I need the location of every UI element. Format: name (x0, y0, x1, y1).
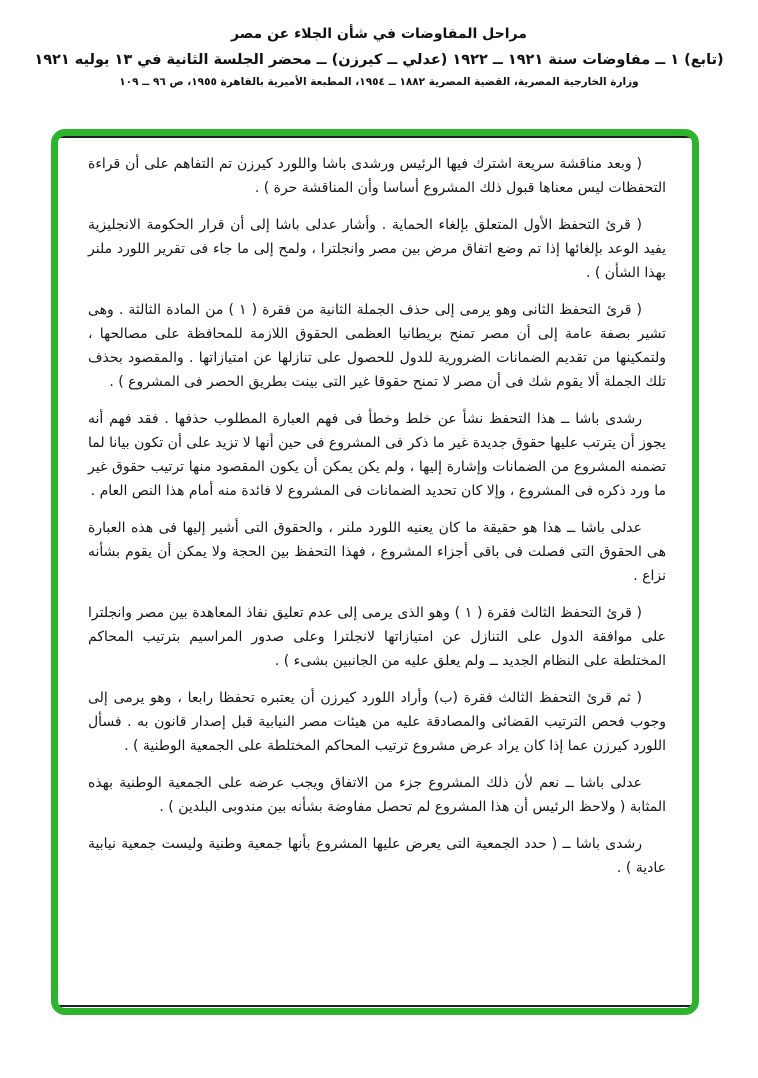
highlight-box (51, 129, 699, 1015)
paragraph: ( قرئ التحفظ الأول المتعلق بإلغاء الحماية . وأشار عدلى باشا إلى أن قرار الحكومة الانجليزية يفيد الوعد بإلغائها إذا تم وضع اتفاق مرض بين مصر وانجلترا ، ولمح إلى ما جاء فى تقرير اللورد ملنر بهذا الشأن ) . (88, 217, 666, 281)
paragraph: ( وبعد مناقشة سريعة اشترك فيها الرئيس ورشدى باشا واللورد كيرزن تم التفاهم على أن قراءة التحفظات ليس معناها قبول ذلك المشروع أساسا وأن المناقشة حرة ) . (88, 156, 666, 196)
body-text (58, 136, 692, 1008)
paragraph: ( قرئ التحفظ الثانى وهو يرمى إلى حذف الجملة الثانية من فقرة ( ١ ) من المادة الثالثة . وهى تشير بصفة عامة إلى أن مصر تمنح بريطانيا العظمى الحقوق اللازمة للمحافظة على مصالحها ، ولتمكينها من تقديم الضمانات الضرورية للدول للحصول على تنازلها عن امتيازاتها . والمقصود بحذف تلك الجملة ألا يقوم شك فى أن مصر لا تمنح حقوقا غير التى بينت بطريق الحصر فى المشروع ) . (88, 302, 666, 390)
paragraph: عدلى باشا ــ نعم لأن ذلك المشروع جزء من الاتفاق ويجب عرضه على الجمعية الوطنية بهذه المثابة ( ولاحظ الرئيس أن هذا المشروع لم تحصل مفاوضة بشأنه بين مندوبى البلدين ) . (88, 775, 666, 815)
paragraph: ( ثم قرئ التحفظ الثالث فقرة (ب) وأراد اللورد كيرزن أن يعتبره تحفظا رابعا ، وهو يرمى إلى وجوب فحص الترتيب القضائى والمصادقة عليه من هيئات مصر النيابية قبل إصدار قانون به . فسأل اللورد كيرزن عما إذا كان يراد عرض مشروع ترتيب المحاكم المختلطة على الجمعية الوطنية ) . (88, 690, 666, 754)
source-citation: وزارة الخارجية المصرية، القضية المصرية ١٨٨٢ ــ ١٩٥٤، المطبعة الأميرية بالقاهرة ١٩٥٥، ص ٩٦ ــ ١٠٩ (119, 76, 639, 88)
page-subtitle: (تابع) ١ ــ مفاوضات سنة ١٩٢١ ــ ١٩٢٢ (عدلي ــ كيرزن) ــ محضر الجلسة الثانية في ١٣ يوليه ١٩٢١ (34, 52, 724, 68)
paragraph: رشدى باشا ــ هذا التحفظ نشأ عن خلط وخطأ فى فهم العبارة المطلوب حذفها . فقد فهم أنه يجوز أن يترتب عليها حقوق جديدة غير ما ذكر فى المشروع فى حين أنها لا تزيد على أن تكون بيانا لما تضمنه المشروع من الضمانات وإشارة إليها ، ولم يكن يمكن أن يكون المقصود منها ترتيب حقوق غير ما ورد ذكره فى المشروع ، وإلا كان تحديد الضمانات فى المشروع لا فائدة منه أمام هذا النص العام . (88, 411, 666, 499)
document-header (0, 26, 758, 88)
paragraph: رشدى باشا ــ ( حدد الجمعية التى يعرض عليها المشروع بأنها جمعية وطنية وليست جمعية نيابية عادية ) . (88, 836, 666, 876)
paragraph: ( قرئ التحفظ الثالث فقرة ( ١ ) وهو الذى يرمى إلى عدم تعليق نفاذ المعاهدة بين مصر وانجلترا على موافقة الدول على التنازل عن امتيازاتها لانجلترا وعلى صدور المراسيم بترتيب المحاكم المختلطة على النظام الجديد ــ ولم يعلق عليه من الجانبين بشىء ) . (88, 605, 666, 669)
page-title: مراحل المفاوضات في شأن الجلاء عن مصر (231, 26, 527, 42)
paragraph: عدلى باشا ــ هذا هو حقيقة ما كان يعنيه اللورد ملنر ، والحقوق التى أشير إليها فى هذه العبارة هى الحقوق التى فصلت فى باقى أجزاء المشروع ، فهذا التحفظ بين الحجة ولا يمكن أن يقوم بشأنه نزاع . (88, 520, 666, 584)
